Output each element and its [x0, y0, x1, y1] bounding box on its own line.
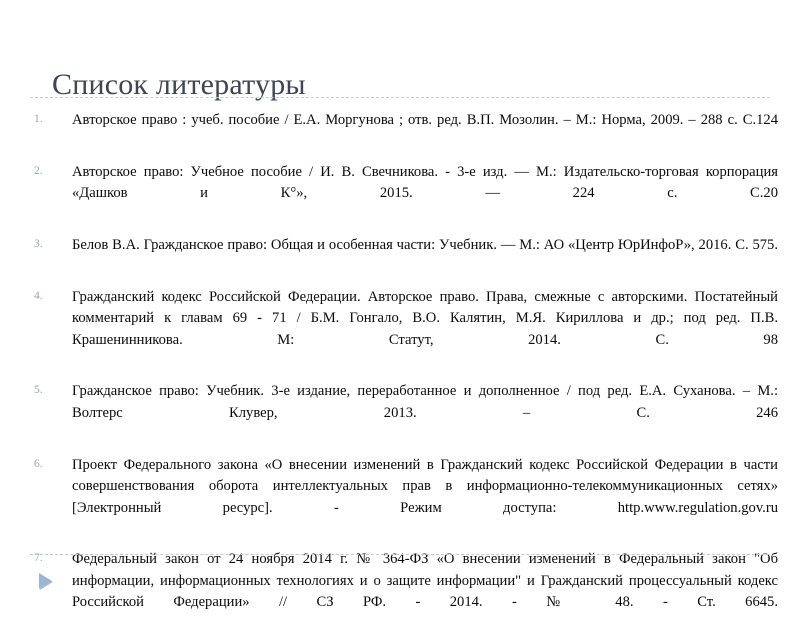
list-item-text: Гражданский кодекс Российской Федерации. Авторское право. Права, смежные с авторскими. Постатейный комментарий к главам 69 - 71 / Б.М. Гонгало, В.О. Калятин, М.Я. Кириллова и др.; под ред. П.В. Крашенинникова. М: Статут, 2014. С. 98 [72, 288, 778, 348]
list-item [30, 235, 778, 278]
list-item-number: 4. [34, 289, 43, 302]
list-item [30, 287, 778, 373]
page-title: Список литературы [52, 68, 306, 102]
list-item-number: 3. [34, 238, 43, 251]
list-item-number: 2. [34, 164, 43, 177]
list-item-text: Белов В.А. Гражданское право: Общая и особенная части: Учебник. — М.: АО «Центр ЮрИнфоР», 2016. С. 575. [72, 237, 778, 254]
list-item [30, 162, 778, 226]
list-item-number: 6. [34, 457, 43, 470]
list-item-text: Федеральный закон от 24 ноября 2014 г. № 364-ФЗ «О внесении изменений в Федеральный закон "Об информации, информационных технологиях и о защите информации" и Гражданский процессуальный кодекс Российской Федерации» // СЗ РФ. - 2014. - № 48. - Ст. 6645. [72, 551, 778, 611]
list-item-text: Проект Федерального закона «О внесении изменений в Гражданский кодекс Российской Федерации в части совершенствования оборота интеллектуальных прав в информационно-телекоммуникационных сетях» [Электронный ресурс]. - Режим доступа: http.www.regulation.gov.ru [72, 456, 778, 516]
list-item-text: Авторское право : учеб. пособие / Е.А. Моргунова ; отв. ред. В.П. Мозолин. – М.: Норма, 2009. – 288 с. С.124 [72, 112, 778, 128]
next-slide-button[interactable] [36, 570, 58, 594]
list-item-text: Гражданское право: Учебник. 3-е издание, переработанное и дополненное / под ред. Е.А. Суханова. – М.: Волтерс Клувер, 2013. – С. 246 [72, 383, 778, 421]
divider-bottom [30, 554, 770, 555]
divider-top [30, 97, 770, 98]
list-item-number: 1. [34, 113, 43, 125]
reference-list [30, 110, 778, 644]
list-item [30, 549, 778, 635]
list-item-number: 7. [34, 552, 43, 565]
list-item-number: 5. [34, 384, 43, 397]
list-item [30, 455, 778, 541]
play-triangle-icon[interactable] [36, 570, 58, 594]
list-item-text: Авторское право: Учебное пособие / И. В. Свечникова. - 3-е изд. — М.: Издательско-торговая корпорация «Дашков и К°», 2015. — 224 с. С.20 [72, 163, 778, 202]
list-item [30, 110, 778, 153]
list-item [30, 381, 778, 445]
